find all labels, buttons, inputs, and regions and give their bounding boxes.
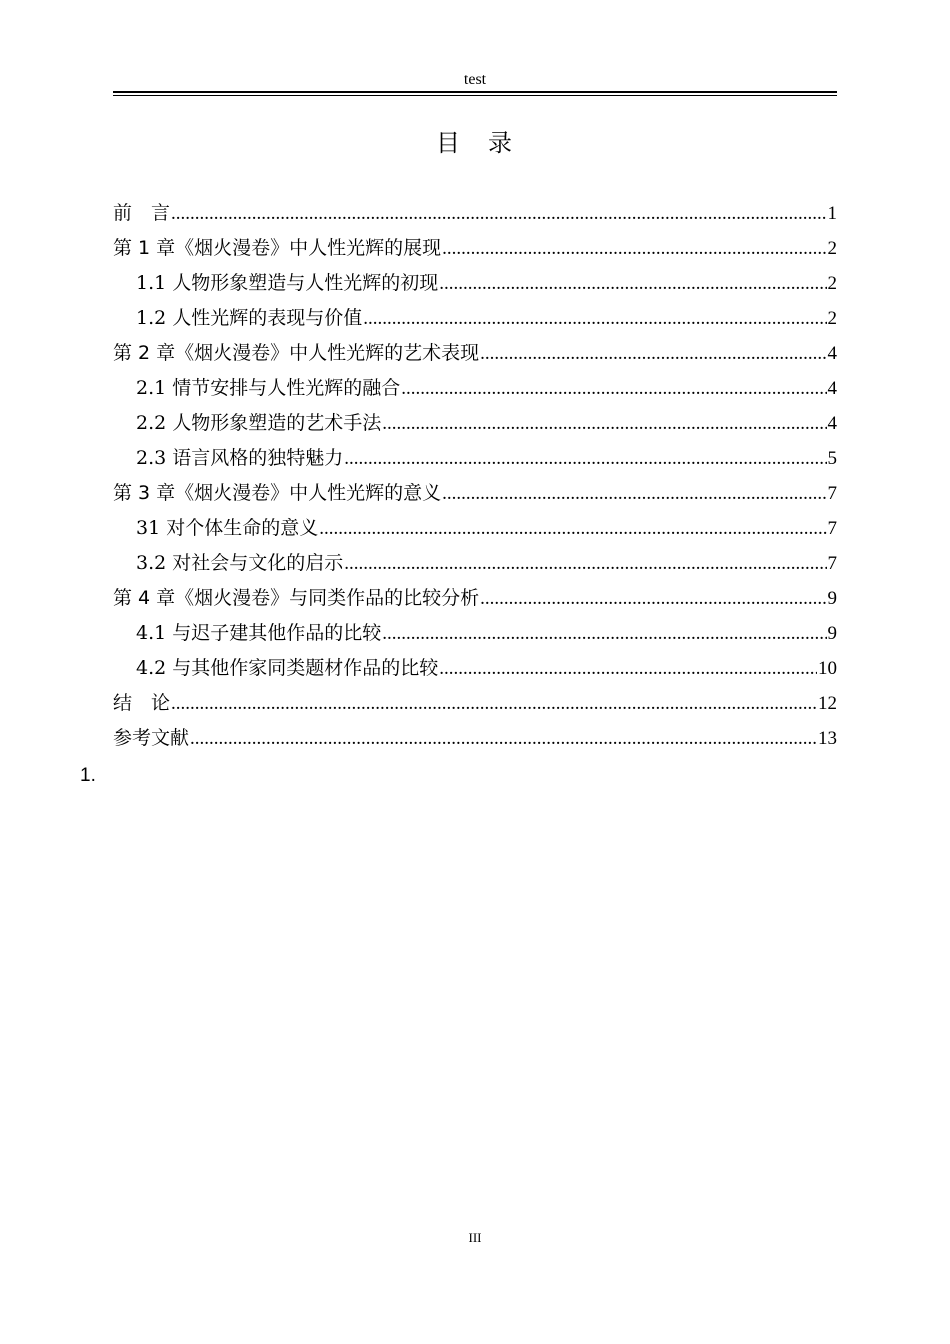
- toc-entry-page: 4: [827, 378, 837, 399]
- toc-entry-label: 2.2 人物形象塑造的艺术手法: [136, 412, 382, 434]
- toc-entry-page: 2: [827, 273, 837, 294]
- toc-entry-label: 结 论: [113, 692, 171, 714]
- toc-entry-section-1-2[interactable]: [113, 301, 837, 336]
- toc-entry-page: 9: [827, 588, 837, 609]
- toc-entry-page: 10: [818, 658, 837, 679]
- toc-entry-section-2-3[interactable]: [113, 441, 837, 476]
- dot-leader: [401, 371, 826, 406]
- toc-entry-page: 4: [827, 343, 837, 364]
- toc-entry-label: 1.1 人物形象塑造与人性光辉的初现: [136, 272, 439, 294]
- dot-leader: [190, 721, 817, 756]
- toc-entry-conclusion[interactable]: [113, 686, 837, 721]
- dot-leader: [442, 231, 826, 266]
- toc-entry-preface[interactable]: [113, 196, 837, 231]
- dot-leader: [439, 651, 817, 686]
- toc-entry-section-2-2[interactable]: [113, 406, 837, 441]
- toc-entry-page: 13: [818, 728, 837, 749]
- toc-entry-label: 31 对个体生命的意义: [136, 517, 319, 539]
- toc-entry-label: 4.1 与迟子建其他作品的比较: [136, 622, 382, 644]
- toc-entry-page: 5: [827, 448, 837, 469]
- dot-leader: [344, 546, 826, 581]
- toc-title: 目 录: [436, 129, 514, 157]
- dot-leader: [442, 476, 826, 511]
- toc-entry-chapter-3[interactable]: [113, 476, 837, 511]
- toc-entry-section-1-1[interactable]: [113, 266, 837, 301]
- toc-entry-page: 9: [827, 623, 837, 644]
- dot-leader: [171, 686, 817, 721]
- toc-entry-label: 2.1 情节安排与人性光辉的融合: [136, 377, 401, 399]
- toc-entry-page: 7: [827, 483, 837, 504]
- toc-entry-page: 2: [827, 238, 837, 259]
- toc-entry-label: 第 1 章《烟火漫卷》中人性光辉的展现: [113, 237, 442, 259]
- header-rule-thick: [113, 91, 837, 93]
- dot-leader: [319, 511, 826, 546]
- toc-entry-references[interactable]: [113, 721, 837, 756]
- dot-leader: [363, 301, 826, 336]
- toc-entry-label: 参考文献: [113, 727, 190, 749]
- header-rule-thin: [113, 95, 837, 96]
- toc-entry-label: 2.3 语言风格的独特魅力: [136, 447, 344, 469]
- toc-entry-label: 第 4 章《烟火漫卷》与同类作品的比较分析: [113, 587, 480, 609]
- toc-entry-page: 2: [827, 308, 837, 329]
- dot-leader: [344, 441, 826, 476]
- toc-entry-section-3-1[interactable]: [113, 511, 837, 546]
- toc-entry-page: 7: [827, 518, 837, 539]
- toc-entry-label: 第 3 章《烟火漫卷》中人性光辉的意义: [113, 482, 442, 504]
- toc-entry-page: 1: [827, 203, 837, 224]
- toc-entry-chapter-1[interactable]: [113, 231, 837, 266]
- toc-entry-label: 1.2 人性光辉的表现与价值: [136, 307, 363, 329]
- toc-entry-section-4-1[interactable]: [113, 616, 837, 651]
- dot-leader: [480, 336, 826, 371]
- toc-entry-page: 4: [827, 413, 837, 434]
- toc-entry-label: 前 言: [113, 202, 171, 224]
- list-number: 1.: [80, 765, 96, 786]
- dot-leader: [382, 616, 826, 651]
- toc-entry-page: 7: [827, 553, 837, 574]
- page-header: test: [463, 71, 487, 88]
- toc-entry-label: 3.2 对社会与文化的启示: [136, 552, 344, 574]
- dot-leader: [480, 581, 826, 616]
- toc-entry-label: 第 2 章《烟火漫卷》中人性光辉的艺术表现: [113, 342, 480, 364]
- toc-entry-section-3-2[interactable]: [113, 546, 837, 581]
- page-number: III: [468, 1230, 482, 1245]
- table-of-contents: [113, 196, 837, 756]
- dot-leader: [382, 406, 826, 441]
- toc-entry-label: 4.2 与其他作家同类题材作品的比较: [136, 657, 439, 679]
- toc-entry-chapter-4[interactable]: [113, 581, 837, 616]
- toc-entry-page: 12: [818, 693, 837, 714]
- toc-entry-section-4-2[interactable]: [113, 651, 837, 686]
- dot-leader: [171, 196, 826, 231]
- toc-entry-chapter-2[interactable]: [113, 336, 837, 371]
- dot-leader: [439, 266, 826, 301]
- toc-entry-section-2-1[interactable]: [113, 371, 837, 406]
